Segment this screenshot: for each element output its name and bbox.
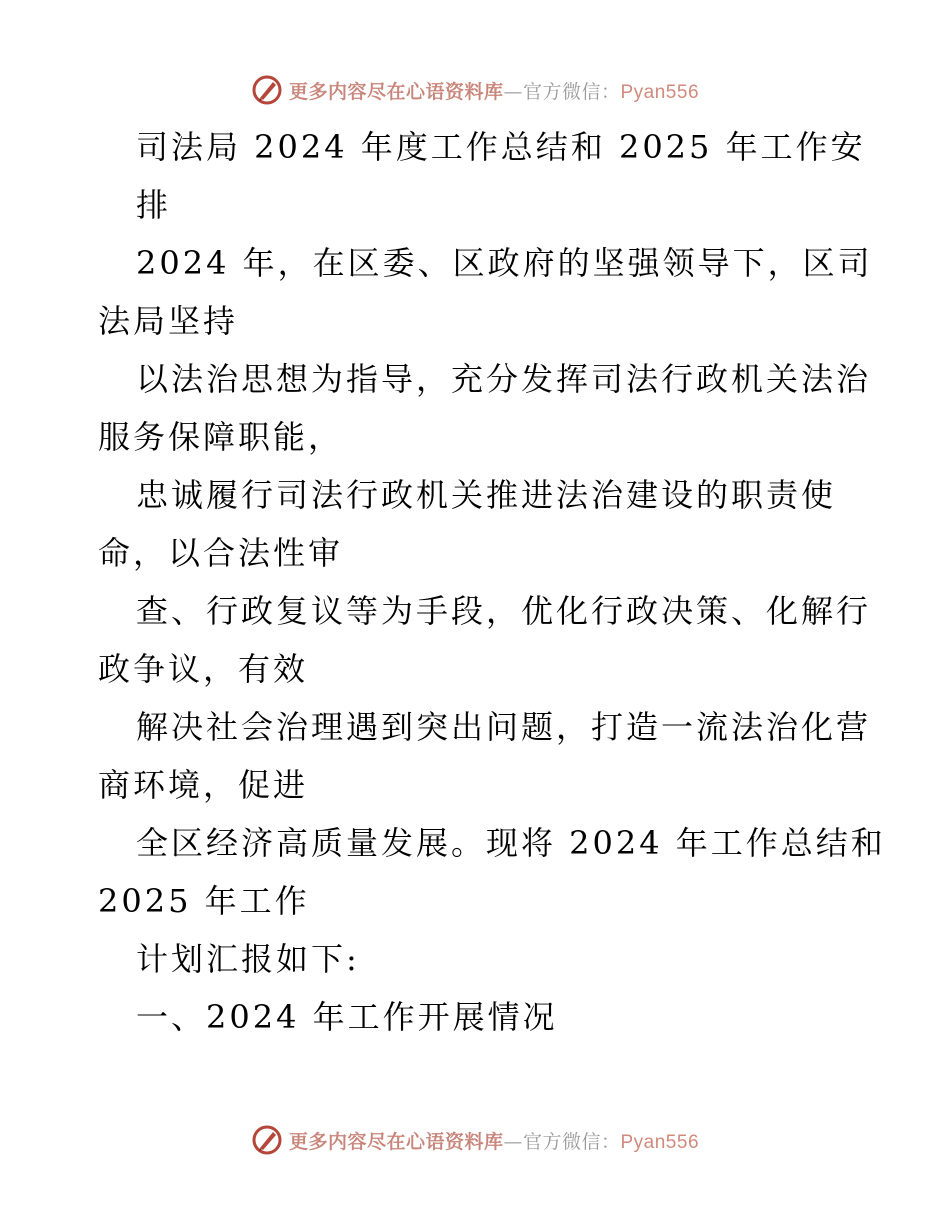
footer-watermark [0, 1120, 950, 1160]
watermark-wechat-id: Pyan556 [620, 81, 700, 103]
text-line: 查、行政复议等为手段，优化行政决策、化解行 [136, 592, 872, 630]
text-line: 以法治思想为指导，充分发挥司法行政机关法治 [136, 360, 872, 398]
text-line: 服务保障职能， [98, 418, 344, 456]
watermark-wechat-id: Pyan556 [620, 1131, 700, 1153]
watermark-wechat-label: 官方微信： [522, 80, 621, 103]
watermark-text [289, 1127, 699, 1154]
text-line: 计划汇报如下: [136, 940, 360, 978]
text-line: 2025 年工作 [98, 882, 310, 920]
text-line: 法局坚持 [98, 302, 239, 340]
text-line: 政争议，有效 [98, 650, 309, 688]
watermark-main: 更多内容尽在心语资料库 [288, 1130, 504, 1153]
document-body [98, 118, 886, 1046]
pen-logo-icon [251, 74, 283, 106]
watermark-wechat-label: 官方微信： [522, 1130, 621, 1153]
text-line: 全区经济高质量发展。现将 2024 年工作总结和 [136, 824, 886, 862]
text-line: 忠诚履行司法行政机关推进法治建设的职责使 [136, 476, 837, 514]
section-heading: 一、2024 年工作开展情况 [136, 998, 558, 1036]
text-line: 排 [136, 186, 172, 224]
text-line: 2024 年，在区委、区政府的坚强领导下，区司 [136, 244, 873, 282]
text-line: 命，以合法性审 [98, 534, 344, 572]
text-line: 商环境，促进 [98, 766, 309, 804]
watermark-text [289, 77, 699, 104]
watermark-separator: — [503, 1130, 523, 1153]
watermark-separator: — [503, 80, 523, 103]
watermark-main: 更多内容尽在心语资料库 [288, 80, 504, 103]
text-line: 解决社会治理遇到突出问题，打造一流法治化营 [136, 708, 872, 746]
text-line: 司法局 2024 年度工作总结和 2025 年工作安 [136, 128, 866, 166]
pen-logo-icon [251, 1124, 283, 1156]
header-watermark [0, 70, 950, 110]
